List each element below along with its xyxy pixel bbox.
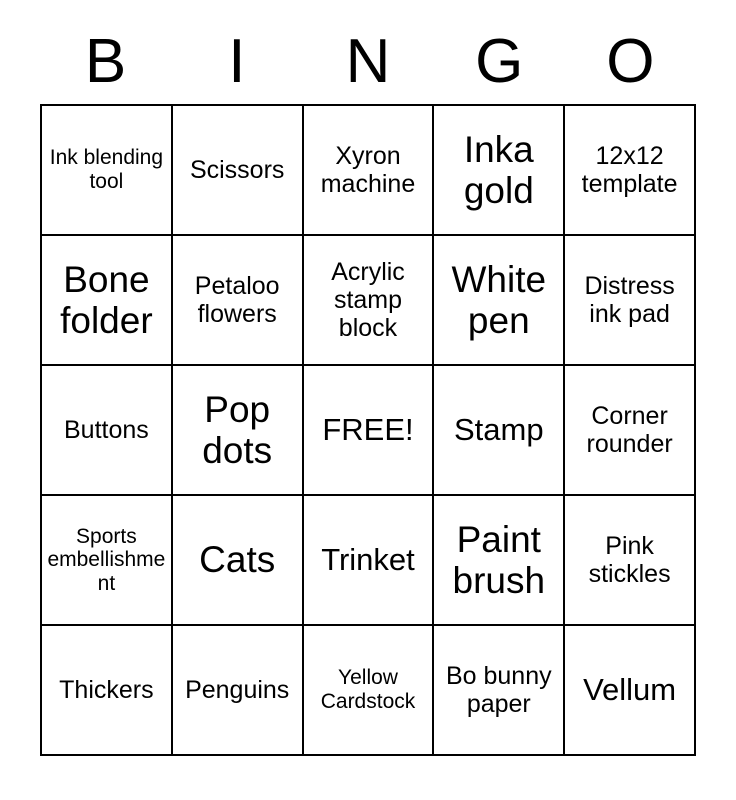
bingo-cell[interactable] — [173, 626, 304, 756]
bingo-cell-label: Pop dots — [202, 388, 273, 471]
bingo-cell[interactable] — [42, 236, 173, 366]
bingo-cell[interactable] — [434, 236, 565, 366]
bingo-cell-label: Bo bunny paper — [445, 662, 552, 718]
bingo-cell[interactable] — [565, 366, 696, 496]
bingo-cell[interactable] — [42, 496, 173, 626]
bingo-cell[interactable] — [42, 626, 173, 756]
bingo-cell-label: Cats — [199, 539, 276, 581]
header-letter-g: G — [475, 27, 524, 96]
header-letter-o: O — [606, 27, 655, 96]
bingo-cell-label: FREE! — [322, 411, 414, 447]
bingo-cell-label: Trinket — [321, 541, 415, 577]
bingo-cell[interactable] — [304, 626, 435, 756]
bingo-cell-label: Inka gold — [463, 128, 534, 211]
bingo-grid — [40, 104, 696, 756]
bingo-cell[interactable] — [173, 496, 304, 626]
bingo-cell-label: White pen — [451, 258, 547, 341]
bingo-cell[interactable] — [434, 366, 565, 496]
bingo-cell[interactable] — [434, 496, 565, 626]
header-letter-n: N — [345, 27, 391, 96]
bingo-cell[interactable] — [173, 106, 304, 236]
bingo-cell[interactable] — [173, 236, 304, 366]
bingo-cell[interactable] — [565, 626, 696, 756]
bingo-cell-label: 12x12 template — [581, 142, 678, 198]
bingo-cell[interactable] — [304, 496, 435, 626]
bingo-cell[interactable] — [173, 366, 304, 496]
bingo-cell-label: Pink stickles — [588, 532, 671, 588]
bingo-cell-label: Paint brush — [452, 518, 546, 601]
bingo-cell-label: Sports embellishment — [47, 524, 166, 595]
bingo-cell[interactable] — [42, 106, 173, 236]
bingo-cell[interactable] — [565, 106, 696, 236]
bingo-cell-label: Petaloo flowers — [194, 272, 280, 328]
bingo-cell-label: Thickers — [59, 676, 154, 704]
bingo-cell-label: Bone folder — [60, 258, 153, 341]
bingo-cell-label: Stamp — [453, 411, 544, 447]
bingo-cell-label: Buttons — [64, 416, 149, 444]
bingo-cell[interactable] — [434, 106, 565, 236]
bingo-cell-label: Distress ink pad — [584, 272, 675, 328]
bingo-cell[interactable] — [434, 626, 565, 756]
header-letter-i: I — [228, 27, 246, 96]
bingo-cell[interactable] — [42, 366, 173, 496]
bingo-cell-label: Xyron machine — [320, 142, 416, 198]
bingo-cell[interactable] — [304, 106, 435, 236]
bingo-cell-label: Scissors — [189, 156, 285, 184]
bingo-header — [40, 0, 696, 98]
bingo-cell-label: Yellow Cardstock — [320, 666, 416, 713]
bingo-cell[interactable] — [565, 236, 696, 366]
bingo-cell-label: Penguins — [185, 676, 290, 704]
header-letter-b: B — [84, 27, 127, 96]
bingo-cell-label: Acrylic stamp block — [331, 258, 405, 342]
bingo-cell[interactable] — [565, 496, 696, 626]
bingo-cell-label: Vellum — [583, 671, 677, 707]
bingo-cell-label: Corner rounder — [586, 402, 673, 458]
bingo-cell[interactable] — [304, 236, 435, 366]
bingo-cell-free[interactable] — [304, 366, 435, 496]
bingo-cell-label: Ink blending tool — [49, 146, 164, 193]
